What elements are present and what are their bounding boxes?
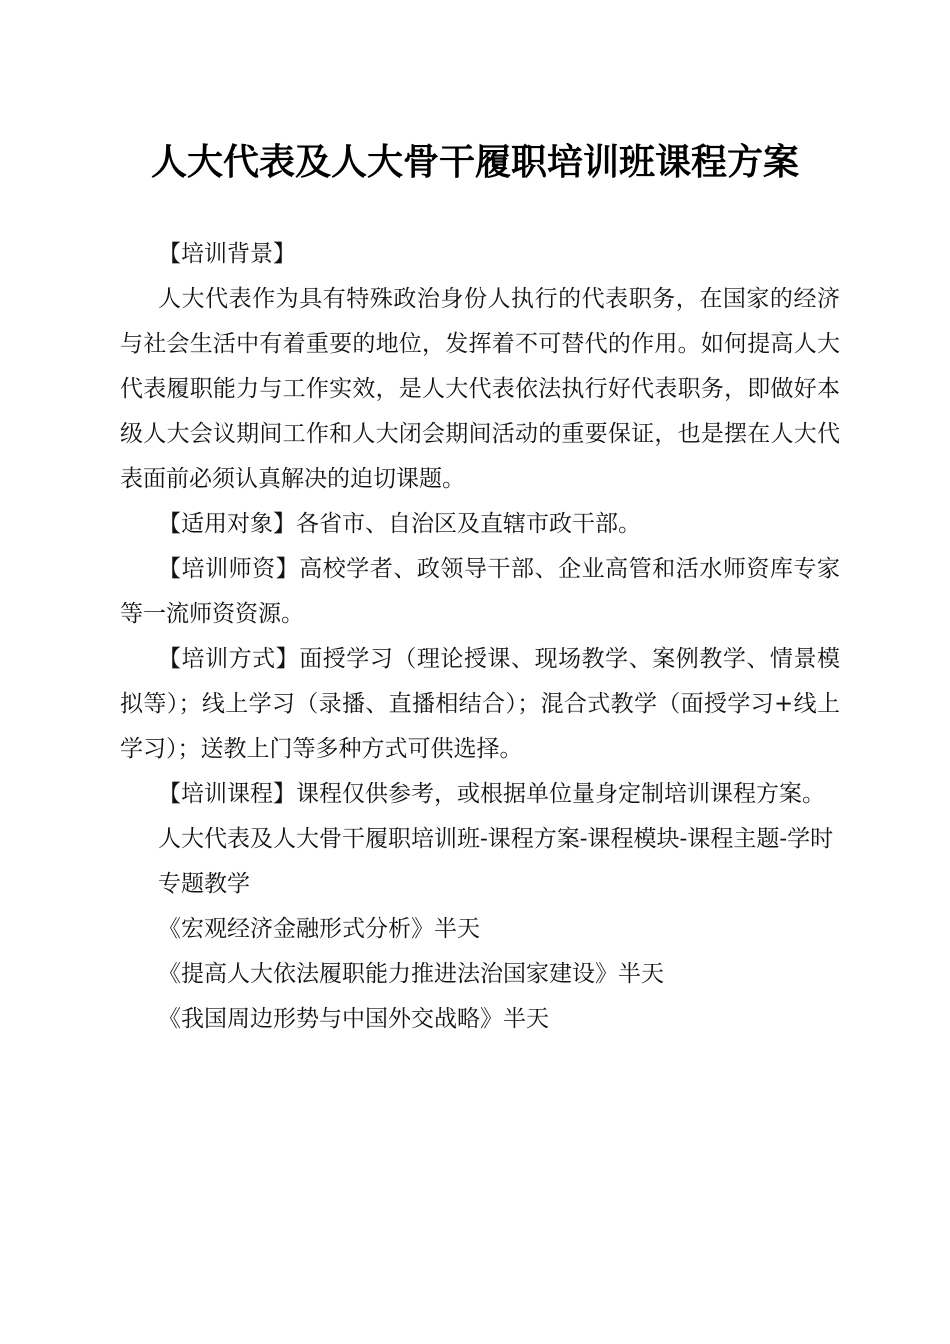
course-item: 《我国周边形势与中国外交战略》半天 (158, 1006, 549, 1032)
training-method-paragraph: 【培训方式】面授学习（理论授课、现场教学、案例教学、情景模拟等）；线上学习（录播、直播相结合）；混合式教学（面授学习+线上学习）；送教上门等多种方式可供选择。 (120, 646, 840, 762)
course-item: 《宏观经济金融形式分析》半天 (158, 916, 480, 942)
course-item: 《提高人大依法履职能力推进法治国家建设》半天 (158, 961, 664, 987)
target-audience-paragraph: 【适用对象】各省市、自治区及直辖市政干部。 (158, 511, 641, 537)
course-plan-heading: 人大代表及人大骨干履职培训班-课程方案-课程模块-课程主题-学时 (158, 826, 834, 852)
course-paragraph: 【培训课程】课程仅供参考，或根据单位量身定制培训课程方案。 (158, 781, 825, 807)
document-body (120, 232, 840, 1042)
faculty-paragraph: 【培训师资】高校学者、政领导干部、企业高管和活水师资库专家等一流师资资源。 (120, 556, 840, 627)
module-heading: 专题教学 (158, 871, 250, 897)
section-heading-background: 【培训背景】 (158, 241, 296, 267)
background-paragraph: 人大代表作为具有特殊政治身份人执行的代表职务，在国家的经济与社会生活中有着重要的地位，发挥着不可替代的作用。如何提高人大代表履职能力与工作实效，是人大代表依法执行好代表职务，即做好本级人大会议期间工作和人大闭会期间活动的重要保证，也是摆在人大代表面前必须认真解决的迫切课题。 (120, 286, 840, 492)
document-title: 人大代表及人大骨干履职培训班课程方案 (150, 141, 799, 183)
